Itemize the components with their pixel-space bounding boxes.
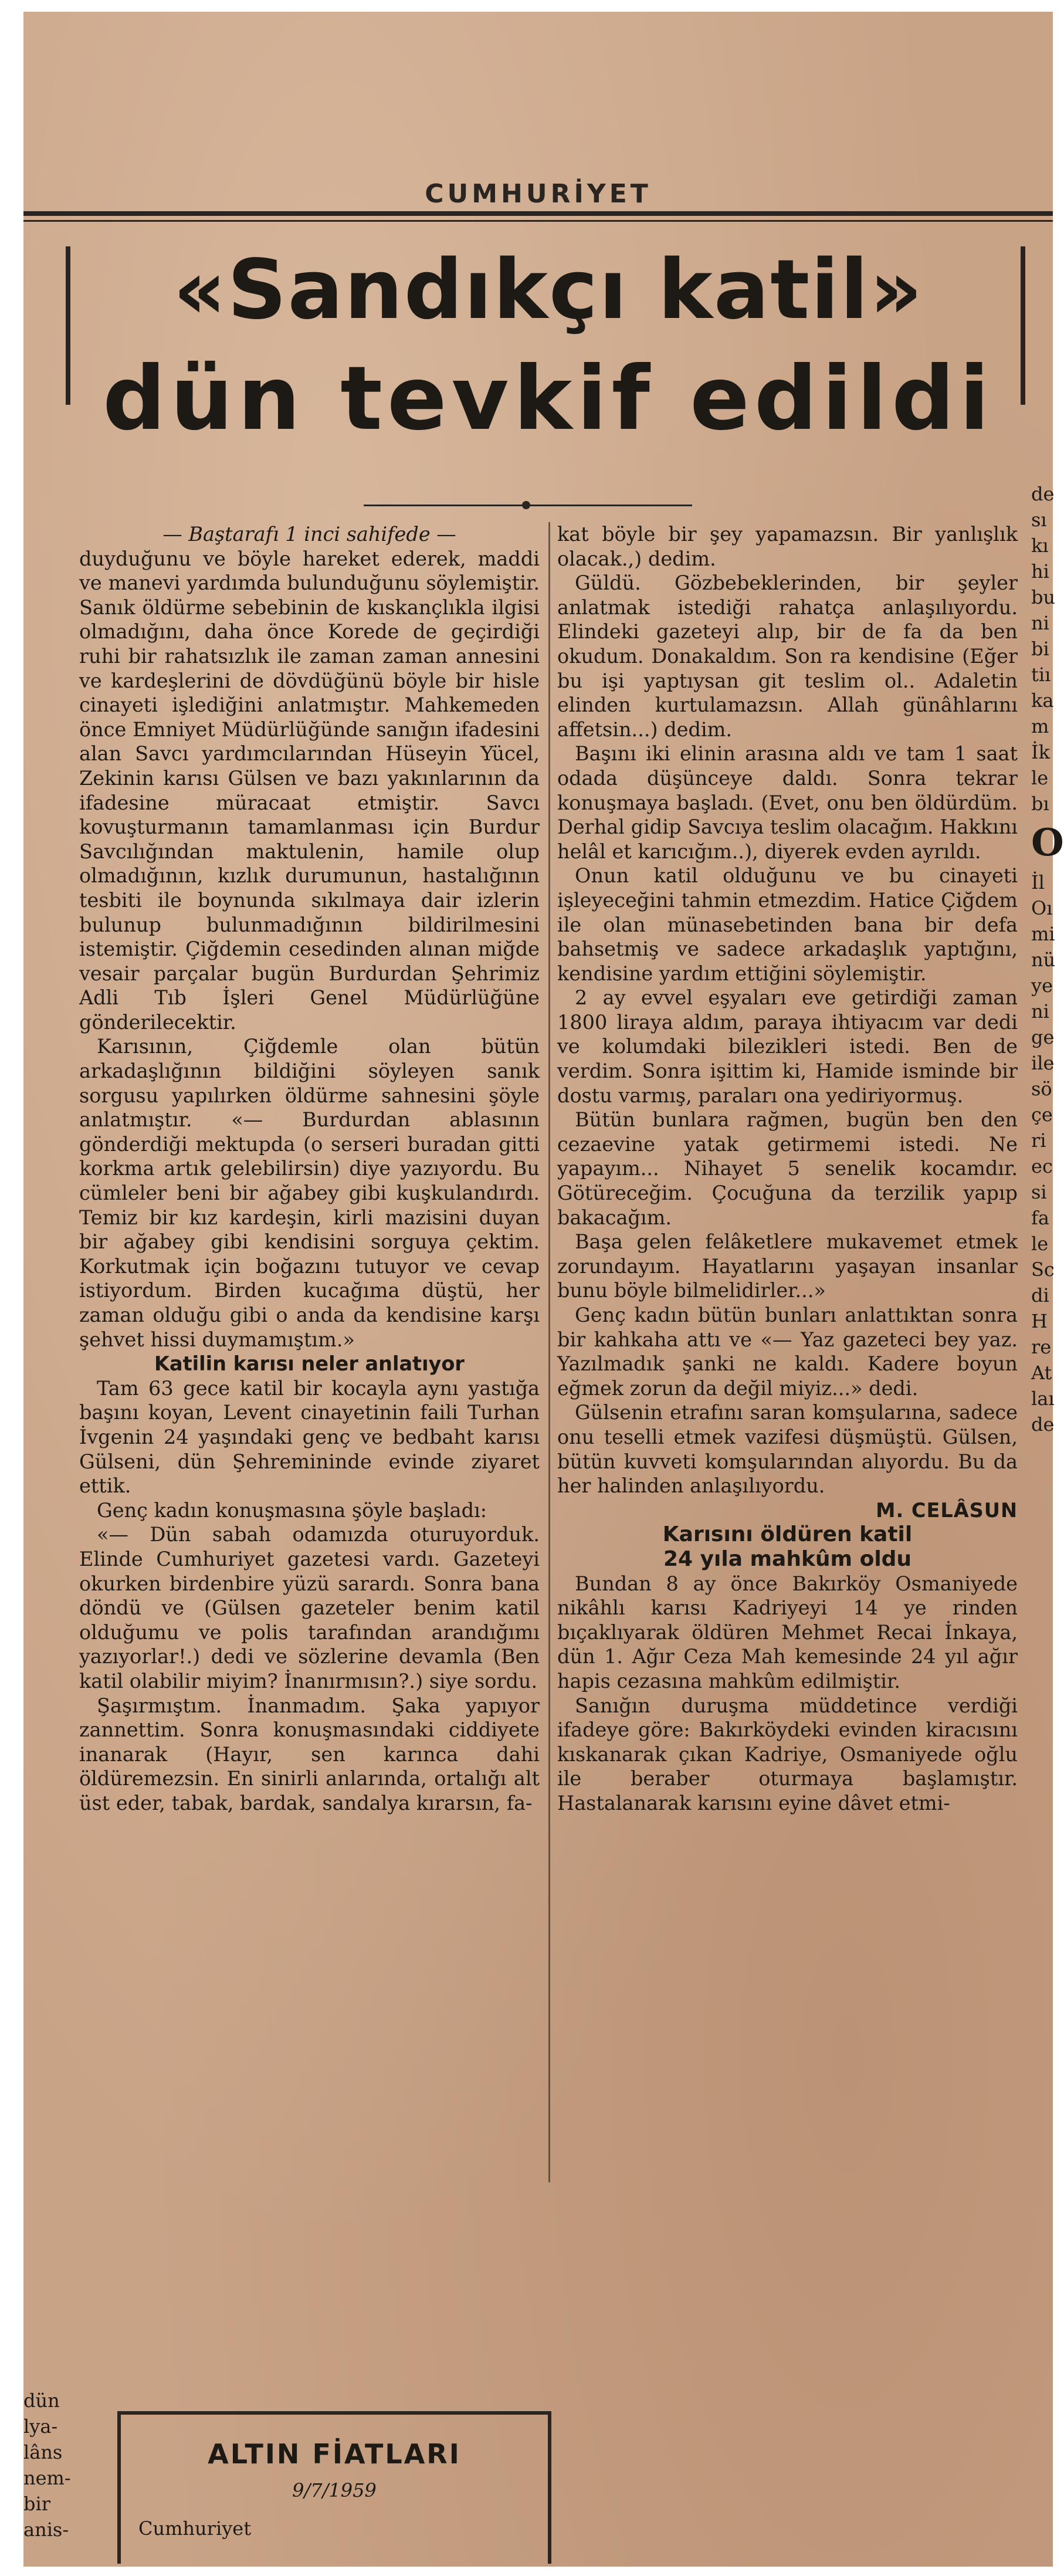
article-column-right xyxy=(557,522,1018,1815)
fragment-text: tiı xyxy=(1031,664,1051,686)
fragment-text: sı xyxy=(1031,509,1047,531)
fragment-text: lâns xyxy=(23,2441,63,2463)
fragment-text: m xyxy=(1031,715,1049,737)
fragment-text: O xyxy=(1031,821,1064,865)
gold-prices-box xyxy=(117,2411,551,2564)
fragment-text: le xyxy=(1031,1233,1049,1255)
paragraph: duyduğunu ve böyle hareket ederek, maddi ve manevi yardımda bulunduğunu söylemiştir. Sanık öldürme sebebinin de kıskançlıkla ilgisi olmadığını, daha önce Korede de geçirdiği ruhi bir rahatsızlık ile zaman zaman annesini ve kardeşlerini de dövdüğünü böyle bir hisle cinayeti işlediğini anlatmıştır. Mahkemeden önce Emniyet Müdürlüğünde sanığın ifadesini alan Savcı yardımcılarından Hüseyin Yücel, Zekinin karısı Gülsen ve bazı yakınlarının da ifadesine müracaat etmiştir. Savcı kovuşturmanın tamamlanması için Burdur Savcılığından maktulenin, hamile olup olmadığının, kızlık durumunun, hastalığının tesbiti ile boynunda sıkılmaya dair izlerin bulunup bulunmadığının bildirilmesini istemiştir. Çiğdemin cesedinden alınan miğde vesair parçalar bugün Burdurdan Şehrimiz Adli Tıb İşleri Genel Müdürlüğüne gönderilecektir. xyxy=(79,547,540,1034)
headline-frame-right xyxy=(1021,246,1025,405)
gold-prices-title: ALTIN FİATLARI xyxy=(208,2438,461,2470)
paragraph: 2 ay evvel eşyaları eve getirdiği zaman 1800 liraya aldım, paraya ihtiyacım var dedi ve kolumdaki bilezikleri istedi. Ben de verdim. Sonra işittim ki, Hamide isminde bir dostu varmış, paraları ona yediriyormuş. xyxy=(557,986,1018,1107)
fragment-text: ye xyxy=(1031,974,1053,997)
paragraph: kat böyle bir şey yapamazsın. Bir yanlışlık olacak.,) dedim. xyxy=(557,523,1018,570)
fragment-text: kı xyxy=(1031,534,1049,557)
fragment-text: nem- xyxy=(23,2467,71,2489)
author-signature: M. CELÂSUN xyxy=(876,1498,1018,1522)
paragraph: Gülsenin etrafını saran komşularına, sadece onu teselli etmek vazifesi düşmüştü. Gülsen, bütün kuvveti komşularından alıyordu. Bu da her halinden anlaşılıyordu. xyxy=(557,1401,1018,1498)
paragraph: Bundan 8 ay önce Bakırköy Osmaniyede nikâhlı karısı Kadriyeyi 14 ye rinden bıçaklıyarak öldüren Mehmet Recai İnkaya, dün 1. Ağır Ceza Mah kemesinde 24 yıl ağır hapis cezasına mahkûm edilmiştir. xyxy=(557,1572,1018,1692)
gold-prices-date: 9/7/1959 xyxy=(292,2479,377,2501)
paragraph: «— Dün sabah odamızda oturuyorduk. Elinde Cumhuriyet gazetesi vardı. Gazeteyi okurken birdenbire yüzü sarardı. Sonra bana döndü ve (Gülsen gazeteler benim katil olduğumu ve polis tarafından arandığımı yazıyorlar!.) dedi ve sözlerine devamla (Ben katil olabilir miyim? İnanırmısın?.) siye sordu. xyxy=(79,1523,540,1692)
fragment-text: İk xyxy=(1031,741,1051,763)
second-article-subheading: 24 yıla mahkûm oldu xyxy=(663,1546,912,1571)
headline-line-2: dün tevkif edildi xyxy=(103,348,994,450)
fragment-text: bir xyxy=(23,2493,51,2515)
fragment-text: mi xyxy=(1031,923,1055,945)
fragment-text: İl xyxy=(1031,871,1045,893)
paragraph: Genç kadın konuşmasına şöyle başladı: xyxy=(97,1498,487,1522)
paragraph: Sanığın duruşma müddetince verdiği ifadeye göre: Bakırköydeki evinden kiracısını kıskanarak çıkan Kadriye, Osmaniyede oğlu ile beraber oturmaya başlamıştır. Hastalanarak karısını eyine dâvet etmi- xyxy=(557,1694,1018,1815)
paragraph: Karısının, Çiğdemle olan bütün arkadaşlığının bildiğini söyleyen sanık sorgusu yapılırken öldürme sahnesini şöyle anlatmıştır. «— Burdurdan ablasının gönderdiği mektupda (o serseri buradan gitti korkma artık gelebilirsin) diye yazıyordu. Bu cümleler beni bir ağabey gibi kuşkulandırdı. Temiz bir kız kardeşin, kirli mazisini duyan bir ağabey gibi kendisini sorguya çektim. Korkutmak için boğazını tutuyor ve cevap istiyordum. Birden kucağıma düştü, her zaman olduğu gibi o anda da kendisine karşı şehvet hissi duymamıştım.» xyxy=(79,1035,540,1351)
fragment-text: anis- xyxy=(23,2519,69,2541)
fragment-text: le xyxy=(1031,767,1049,789)
fragment-text: ge xyxy=(1031,1026,1055,1048)
column-rule xyxy=(548,522,550,2182)
second-article-heading: Karısını öldüren katil xyxy=(662,1522,913,1547)
fragment-text: lya- xyxy=(23,2415,58,2438)
neighbor-column-fragment-left xyxy=(23,2388,71,2543)
fragment-text: bi xyxy=(1031,638,1049,660)
paragraph: Şaşırmıştım. İnanmadım. Şaka yapıyor zannettim. Sonra konuşmasındaki ciddiyete inanarak (Hayır, sen karınca dahi öldüremezsin. En sinirli anlarında, ortalığı alt üst eder, tabak, bardak, sandalya kırarsın, fa- xyxy=(79,1694,540,1815)
paragraph: Başını iki elinin arasına aldı ve tam 1 saat odada düşünceye daldı. Sonra tekrar konuşmaya başladı. (Evet, onu ben öldürdüm. Derhal gidip Savcıya teslim olacağım. Hakkını helâl et karıcığım..), diyerek evden ayrıldı. xyxy=(557,742,1018,863)
fragment-text: ka xyxy=(1031,689,1054,712)
fragment-text: nü xyxy=(1031,949,1056,971)
paragraph: Genç kadın bütün bunları anlattıktan sonra bir kahkaha attı ve «— Yaz gazeteci bey yaz. Yazılmadık şanki ne kaldı. Kadere boyun eğmek zorun da değil miyiz...» dedi. xyxy=(557,1304,1018,1400)
fragment-text: sö xyxy=(1031,1078,1052,1100)
fragment-text: fa xyxy=(1031,1207,1049,1229)
paragraph: Başa gelen felâketlere mukavemet etmek zorundayım. Hayatlarını yaşayan insanlar bunu böyle bilmelidirler...» xyxy=(557,1230,1018,1302)
fragment-text: ile xyxy=(1031,1052,1055,1074)
paragraph: Bütün bunlara rağmen, bugün ben den cezaevine yatak getirmemi istedi. Ne yapayım... Nihayet 5 senelik kocamdır. Götüreceğim. Çocuğuna da terzilik yapıp bakacağım. xyxy=(557,1108,1018,1229)
fragment-text: At xyxy=(1031,1362,1052,1384)
fragment-text: Sc xyxy=(1031,1258,1055,1281)
divider-ornament xyxy=(522,501,530,509)
fragment-text: çe xyxy=(1031,1103,1053,1126)
fragment-text: de xyxy=(1031,483,1055,505)
fragment-text: laı xyxy=(1031,1387,1055,1410)
fragment-text: bı xyxy=(1031,793,1049,815)
fragment-text: de xyxy=(1031,1413,1055,1436)
paragraph: Güldü. Gözbebeklerinden, bir şeyler anlatmak istediği rahatça anlaşılıyordu. Elindeki gazeteyi alıp, bir de fa da ben okudum. Donakaldım. Son ra kendisine (Eğer bu işi yaptıysan git teslim ol.. Adaletin elinden kurtulamazsın. Allah günâhlarını affetsin...) dedim. xyxy=(557,571,1018,741)
fragment-text: di xyxy=(1031,1284,1049,1306)
fragment-text: bu xyxy=(1031,586,1056,608)
headline-frame-left xyxy=(66,246,70,405)
fragment-text: H xyxy=(1031,1310,1048,1332)
newspaper-clipping xyxy=(23,12,1064,2567)
paragraph: Onun katil olduğunu ve bu cinayeti işleyeceğini tahmin etmezdim. Hatice Çiğdem ile olan münasebetinden bana bir defa bahsetmiş ve sadece arkadaşlık yaptığını, kendisine yardım ettiğini söylemiştir. xyxy=(557,864,1018,985)
subheading: Katilin karısı neler anlatıyor xyxy=(154,1352,465,1376)
headline-line-1: «Sandıkçı katil» xyxy=(173,242,924,338)
paragraph: Tam 63 gece katil bir kocayla aynı yastığa başını koyan, Levent cinayetinin faili Turhan İvgenin 24 yaşındaki genç ve bedbaht karısı Gülseni, dün Şehremininde evinde ziyaret ettik. xyxy=(79,1376,540,1498)
fragment-text: ri xyxy=(1031,1129,1046,1152)
neighbor-column-fragment-right xyxy=(1031,481,1064,1437)
continuation-note: — Baştarafı 1 inci sahifede — xyxy=(162,523,456,546)
fragment-text: hi xyxy=(1031,560,1049,583)
fragment-text: ni xyxy=(1031,1000,1049,1023)
masthead: CUMHURİYET xyxy=(425,179,652,209)
fragment-text: ec xyxy=(1031,1155,1053,1177)
fragment-text: ni xyxy=(1031,612,1049,634)
gold-prices-text: Cumhuriyet xyxy=(138,2517,252,2540)
masthead-rule xyxy=(23,211,1053,216)
fragment-text: dün xyxy=(23,2389,60,2412)
fragment-text: si xyxy=(1031,1181,1047,1203)
article-column-left xyxy=(79,522,540,1815)
fragment-text: Oı xyxy=(1031,897,1053,919)
fragment-text: re xyxy=(1031,1336,1052,1358)
masthead-rule-thin xyxy=(23,220,1053,222)
